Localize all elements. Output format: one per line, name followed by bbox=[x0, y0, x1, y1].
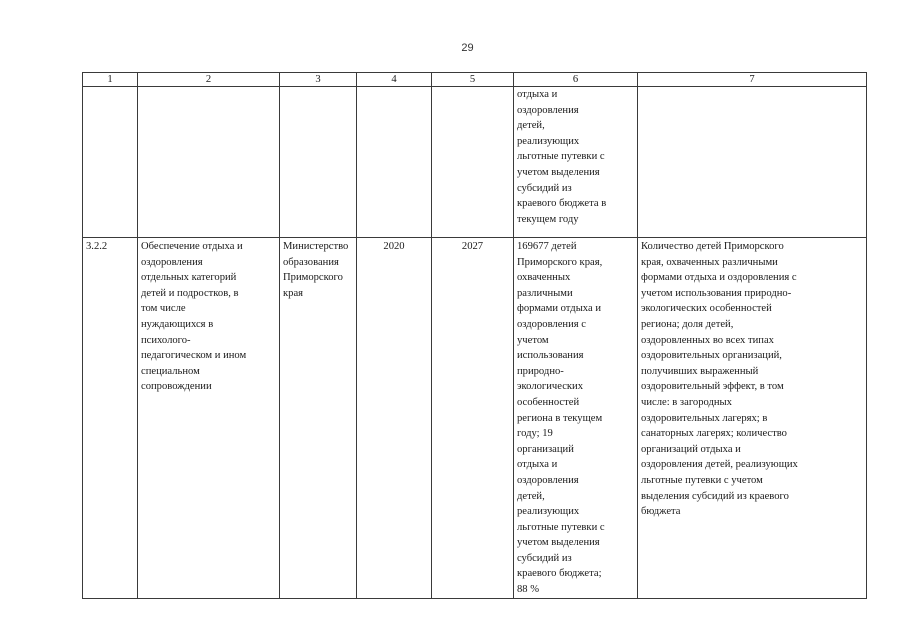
cont-cell-4 bbox=[357, 87, 432, 238]
indicator-cell: Количество детей Приморского края, охваченных различными формами отдыха и оздоровления с учетом использования природно- экологических особенностей региона; доля детей, оздоровленных во всех типах оздоровительных организаций, получивших выраженный оздоровительный эффект, в том числе: в загородных оздоровительных лагерях; в санаторных лагерях; количество организаций отдыха и оздоровления детей, реализующих льготные путевки с учетом выделения субсидий из краевого бюджета bbox=[638, 238, 867, 599]
header-cell-6: 6 bbox=[514, 73, 638, 87]
result-cell: 169677 детей Приморского края, охваченных различными формами отдыха и оздоровления с учетом использования природно- экологических особенностей региона в текущем году; 19 организаций отдыха и оздоровления детей, реализующих льготные путевки с учетом выделения субсидий из краевого бюджета; 88 % bbox=[514, 238, 638, 599]
cont-cell-7 bbox=[638, 87, 867, 238]
cont-cell-3 bbox=[280, 87, 357, 238]
document-table bbox=[82, 72, 867, 599]
executor-cell: Министерство образования Приморского края bbox=[280, 238, 357, 599]
cont-cell-2 bbox=[138, 87, 280, 238]
header-cell-1: 1 bbox=[83, 73, 138, 87]
document-table-container bbox=[82, 72, 867, 599]
page-number: 29 bbox=[461, 42, 474, 54]
cont-cell-result: отдыха и оздоровления детей, реализующих льготные путевки с учетом выделения субсидий из краевого бюджета в текущем году bbox=[514, 87, 638, 238]
year-start-cell: 2020 bbox=[357, 238, 432, 599]
header-cell-2: 2 bbox=[138, 73, 280, 87]
table-header-row bbox=[83, 73, 867, 87]
header-cell-3: 3 bbox=[280, 73, 357, 87]
header-cell-7: 7 bbox=[638, 73, 867, 87]
table-row-3-2-2 bbox=[83, 238, 867, 599]
row-number-cell: 3.2.2 bbox=[83, 238, 138, 599]
cont-cell-5 bbox=[432, 87, 514, 238]
table-row-continuation bbox=[83, 87, 867, 238]
cont-cell-1 bbox=[83, 87, 138, 238]
header-cell-5: 5 bbox=[432, 73, 514, 87]
year-end-cell: 2027 bbox=[432, 238, 514, 599]
event-cell: Обеспечение отдыха и оздоровления отдельных категорий детей и подростков, в том числе нуждающихся в психолого- педагогическом и ином специальном сопровождении bbox=[138, 238, 280, 599]
header-cell-4: 4 bbox=[357, 73, 432, 87]
